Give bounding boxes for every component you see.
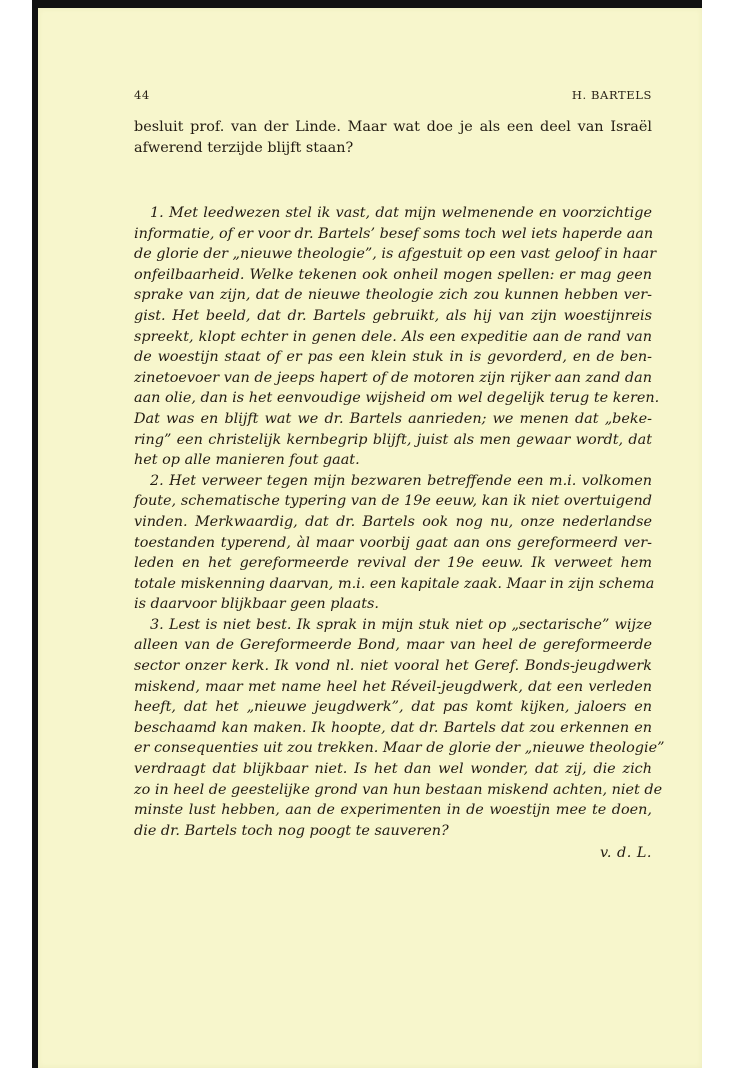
- text-line: totale miskenning daarvan, m.i. een kapitale zaak. Maar in zijn schema: [134, 575, 655, 592]
- text-line: spreekt, klopt echter in genen dele. Als een expeditie aan de rand van: [134, 328, 652, 345]
- text-line: minste lust hebben, aan de experimenten in de woestijn mee te doen,: [134, 802, 652, 819]
- text-line: de woestijn staat of er pas een klein stuk in is gevorderd, en de ben-: [134, 349, 652, 366]
- text-line: zo in heel de geestelijke grond van hun bestaan miskend achten, niet de: [134, 781, 663, 798]
- text-line: besluit prof. van der Linde. Maar wat doe je als een deel van Israël: [134, 119, 652, 135]
- scan-border-top: [38, 0, 702, 8]
- point-2-paragraph: [134, 471, 655, 615]
- text-line: is daarvoor blijkbaar geen plaats.: [134, 596, 379, 613]
- text-line: gist. Het beeld, dat dr. Bartels gebruikt, als hij van zijn woestijnreis: [134, 307, 652, 324]
- point-3-paragraph: [134, 615, 665, 842]
- text-line: miskend, maar met name heel het Réveil-jeugdwerk, dat een verleden: [134, 678, 652, 695]
- running-head: H. BARTELS: [571, 88, 652, 102]
- text-line: beschaamd kan maken. Ik hoopte, dat dr. Bartels dat zou erkennen en: [134, 719, 652, 736]
- text-line: afwerend terzijde blijft staan?: [134, 139, 354, 156]
- text-line: foute, schematische typering van de 19e eeuw, kan ik niet overtuigend: [134, 493, 652, 510]
- page-number: 44: [134, 88, 150, 102]
- text-line: Dat was en blijft wat we dr. Bartels aanrieden; we menen dat „beke-: [134, 410, 652, 427]
- text-line: 3. Lest is niet best. Ik sprak in mijn stuk niet op „sectarische” wijze: [150, 616, 652, 633]
- text-line: vinden. Merkwaardig, dat dr. Bartels ook nog nu, onze nederlandse: [134, 513, 652, 530]
- text-line: sector onzer kerk. Ik vond nl. niet vooral het Geref. Bonds-jeugdwerk: [134, 658, 652, 675]
- author-signature: v. d. L.: [599, 845, 652, 861]
- text-line: ring” een christelijk kernbegrip blijft, juist als men gewaar wordt, dat: [134, 431, 652, 448]
- text-line: sprake van zijn, dat de nieuwe theologie zich zou kunnen hebben ver-: [134, 287, 652, 304]
- text-line: toestanden typerend, àl maar voorbij gaat aan ons gereformeerd ver-: [134, 534, 652, 551]
- text-line: 2. Het verweer tegen mijn bezwaren betreffende een m.i. volkomen: [150, 472, 652, 489]
- opening-paragraph: [134, 117, 652, 158]
- text-line: onfeilbaarheid. Welke tekenen ook onheil mogen spellen: er mag geen: [134, 266, 652, 283]
- page-header: [134, 88, 652, 104]
- text-line: zinetoevoer van de jeeps hapert of de motoren zijn rijker aan zand dan: [134, 369, 652, 386]
- numbered-points: [134, 203, 665, 841]
- text-line: heeft, dat het „nieuwe jeugdwerk”, dat pas komt kijken, jaloers en: [134, 699, 652, 716]
- text-line: die dr. Bartels toch nog poogt te sauveren?: [134, 822, 449, 839]
- point-1-paragraph: [134, 203, 660, 471]
- text-line: 1. Met leedwezen stel ik vast, dat mijn welmenende en voorzichtige: [150, 205, 652, 221]
- text-line: alleen van de Gereformeerde Bond, maar van heel de gereformeerde: [134, 637, 652, 654]
- text-line: het op alle manieren fout gaat.: [134, 452, 360, 469]
- text-line: aan olie, dan is het eenvoudige wijsheid om wel degelijk terug te keren.: [134, 390, 660, 407]
- text-line: informatie, of er voor dr. Bartels’ besef soms toch wel iets haperde aan: [134, 225, 654, 242]
- text-line: verdraagt dat blijkbaar niet. Is het dan wel wonder, dat zij, die zich: [134, 761, 652, 778]
- text-line: er consequenties uit zou trekken. Maar de glorie der „nieuwe theologie”: [134, 740, 665, 757]
- text-line: leden en het gereformeerde revival der 19e eeuw. Ik verweet hem: [134, 555, 652, 572]
- text-line: de glorie der „nieuwe theologie”, is afgestuit op een vast geloof in haar: [134, 246, 657, 263]
